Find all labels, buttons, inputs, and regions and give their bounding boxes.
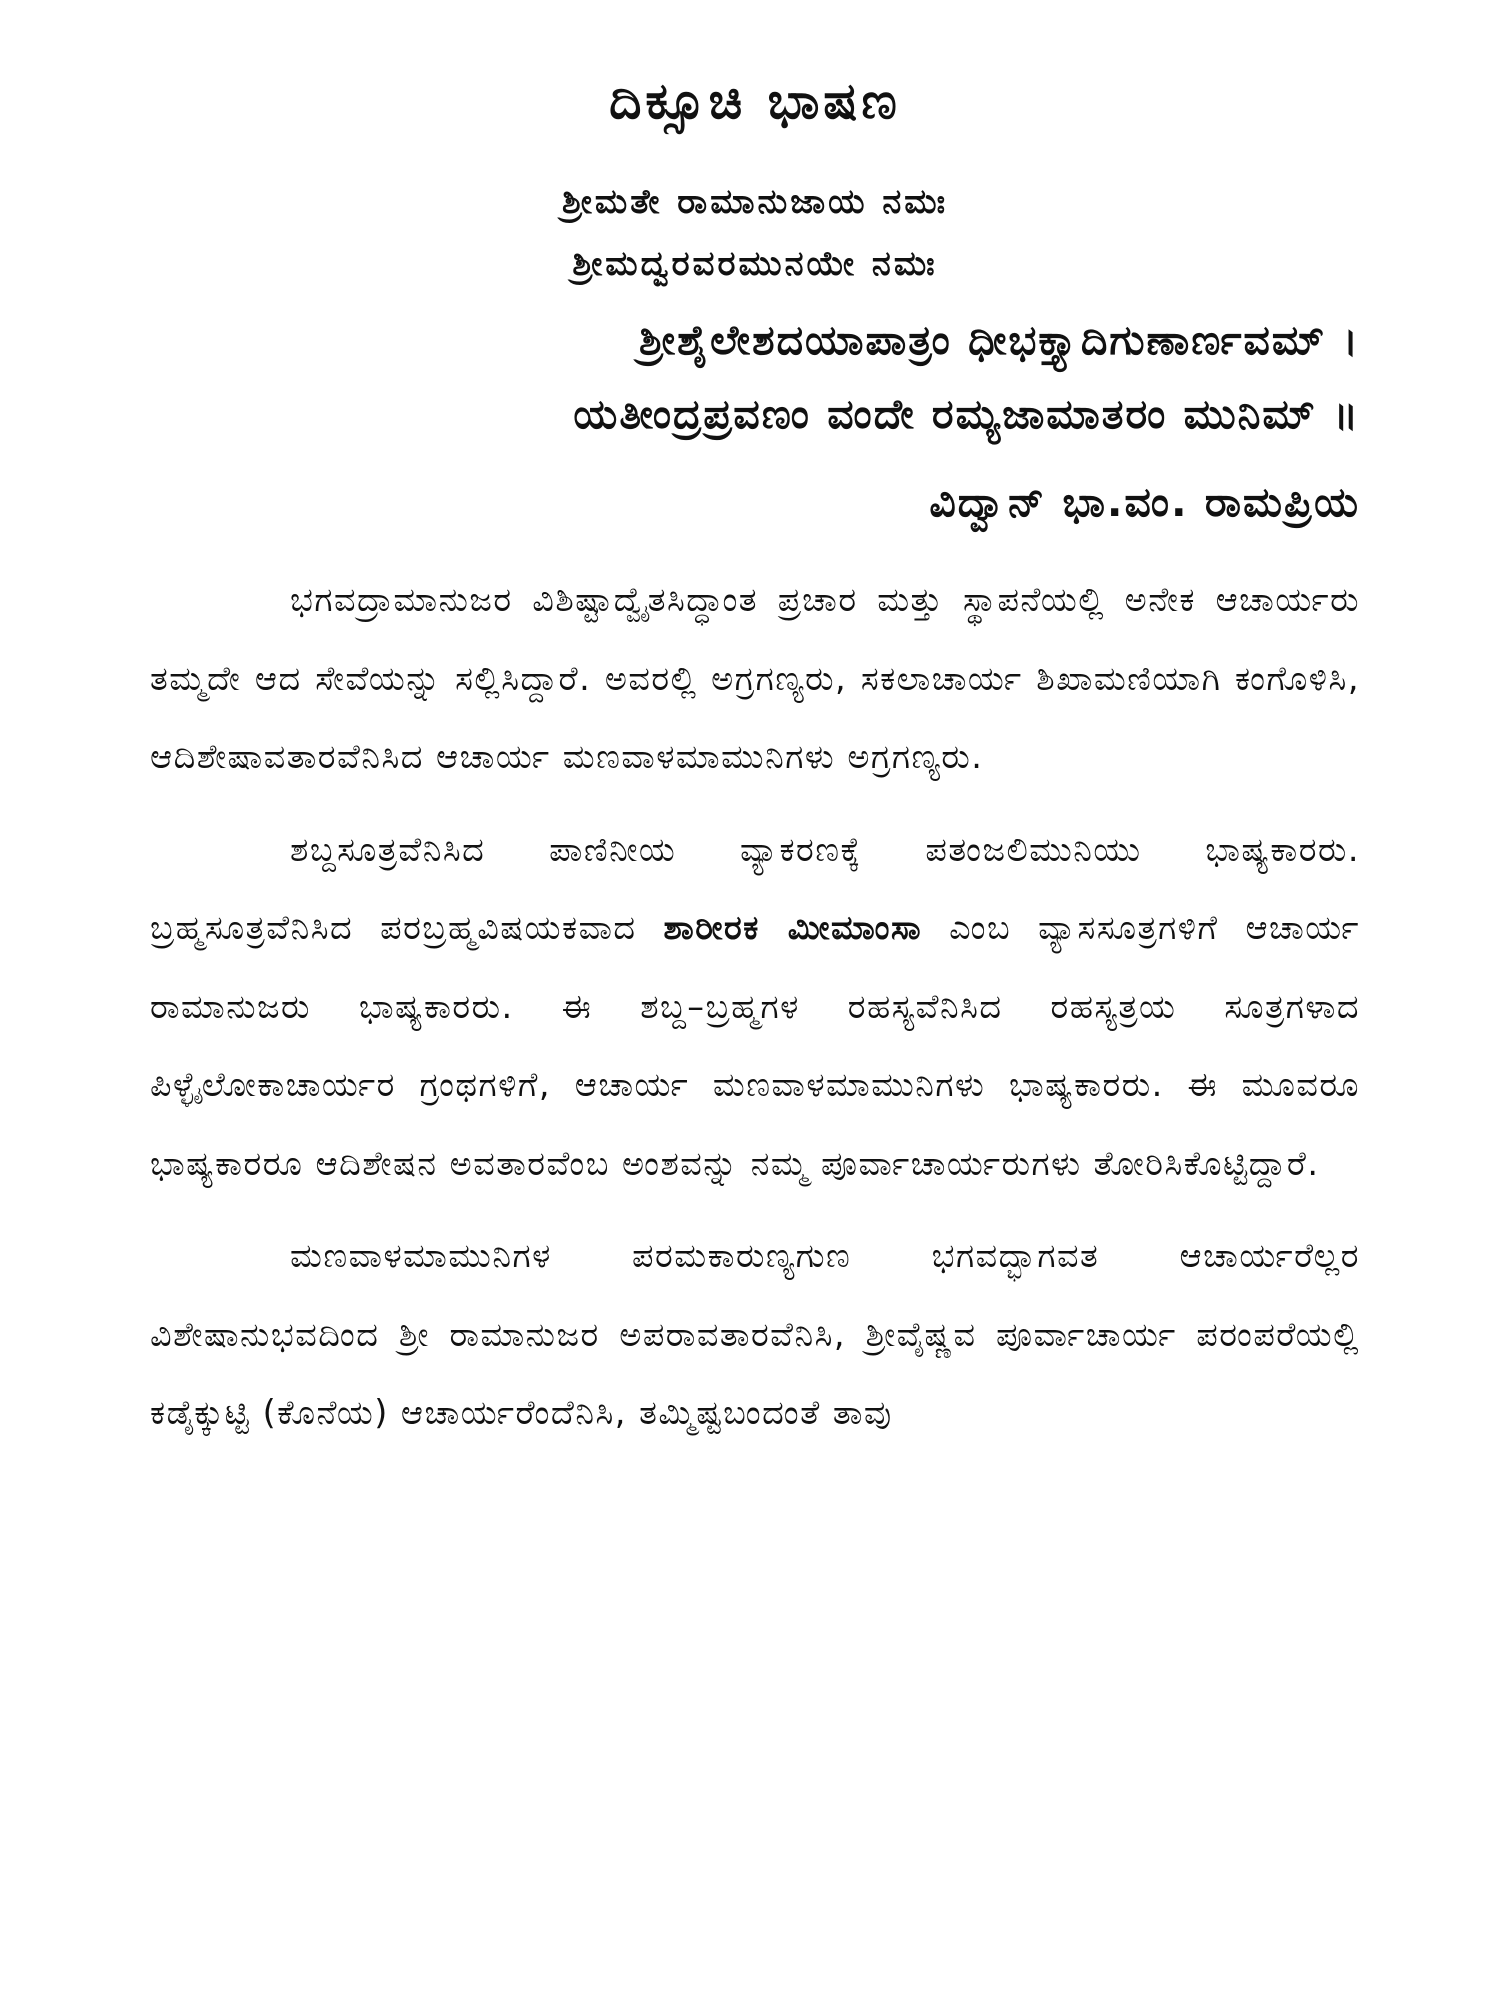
paragraph-2-text-start: ಶಬ್ದಸೂತ್ರವೆನಿಸಿದ ಪಾಣಿನೀಯ ವ್ಯಾಕರಣಕ್ಕೆ ಪತಂಜಲಿಮುನಿಯು ಭಾಷ್ಯಕಾರರು. ಬ್ರಹ್ಮಸೂತ್ರವೆನಿಸಿದ ಪರಬ್ರಹ್ಮವಿಷಯಕವಾದ (150, 829, 1360, 947)
paragraph-2-bold-term: ಶಾರೀರಕ ಮೀಮಾಂಸಾ (663, 908, 923, 947)
verse-line-2: ಯತೀಂದ್ರಪ್ರವಣಂ ವಂದೇ ರಮ್ಯಜಾಮಾತರಂ ಮುನಿಮ್ ॥ (573, 390, 1360, 438)
paragraph-3: ಮಣವಾಳಮಾಮುನಿಗಳ ಪರಮಕಾರುಣ್ಯಗುಣ ಭಗವದ್ಭಾಗವತ ಆಚಾರ್ಯರೆಲ್ಲರ ವಿಶೇಷಾನುಭವದಿಂದ ಶ್ರೀ ರಾಮಾನುಜರ ಅಪರಾವತಾರವೆನಿಸಿ, ಶ್ರೀವೈಷ್ಣವ ಪೂರ್ವಾಚಾರ್ಯ ಪರಂಪರೆಯಲ್ಲಿ ಕಡೈಕ್ಕುಟ್ಟಿ (ಕೊನೆಯ) ಆಚಾರ್ಯರೆಂದೆನಿಸಿ, ತಮ್ಮಿಷ್ಟಬಂದಂತೆ ತಾವು (150, 1236, 1360, 1432)
invocation-line-1: ಶ್ರೀಮತೇ ರಾಮಾನುಜಾಯ ನಮಃ (561, 182, 949, 222)
page-title: ದಿಕ್ಸೂಚಿ ಭಾಷಣ (609, 72, 901, 130)
paragraph-2-text-end: ಎಂಬ ವ್ಯಾಸಸೂತ್ರಗಳಿಗೆ ಆಚಾರ್ಯ ರಾಮಾನುಜರು ಭಾಷ್ಯಕಾರರು. ಈ ಶಬ್ದ–ಬ್ರಹ್ಮಗಳ ರಹಸ್ಯವೆನಿಸಿದ ರಹಸ್ಯತ್ರಯ ಸೂತ್ರಗಳಾದ ಪಿಳ್ಳೈಲೋಕಾಚಾರ್ಯರ ಗ್ರಂಥಗಳಿಗೆ, ಆಚಾರ್ಯ ಮಣವಾಳಮಾಮುನಿಗಳು ಭಾಷ್ಯಕಾರರು. ಈ ಮೂವರೂ ಭಾಷ್ಯಕಾರರೂ ಆದಿಶೇಷನ ಅವತಾರವೆಂಬ ಅಂಶವನ್ನು ನಮ್ಮ ಪೂರ್ವಾಚಾರ್ಯರುಗಳು ತೋರಿಸಿಕೊಟ್ಟಿದ್ದಾರೆ. (150, 908, 1360, 1183)
author-line: ವಿದ್ವಾನ್ ಭಾ.ವಂ. ರಾಮಪ್ರಿಯ (929, 478, 1360, 526)
paragraph-1: ಭಗವದ್ರಾಮಾನುಜರ ವಿಶಿಷ್ಟಾದ್ವೈತಸಿದ್ಧಾಂತ ಪ್ರಚಾರ ಮತ್ತು ಸ್ಥಾಪನೆಯಲ್ಲಿ ಅನೇಕ ಆಚಾರ್ಯರು ತಮ್ಮದೇ ಆದ ಸೇವೆಯನ್ನು ಸಲ್ಲಿಸಿದ್ದಾರೆ. ಅವರಲ್ಲಿ ಅಗ್ರಗಣ್ಯರು, ಸಕಲಾಚಾರ್ಯ ಶಿಖಾಮಣಿಯಾಗಿ ಕಂಗೊಳಿಸಿ, ಆದಿಶೇಷಾವತಾರವೆನಿಸಿದ ಆಚಾರ್ಯ ಮಣವಾಳಮಾಮುನಿಗಳು ಅಗ್ರಗಣ್ಯರು. (150, 580, 1360, 776)
verse-line-1: ಶ್ರೀಶೈಲೇಶದಯಾಪಾತ್ರಂ ಧೀಭಕ್ತ್ಯಾದಿಗುಣಾರ್ಣವಮ್ । (639, 316, 1360, 364)
paragraph-2 (150, 811, 1360, 1204)
invocation-line-2: ಶ್ರೀಮದ್ವರವರಮುನಯೇ ನಮಃ (572, 244, 938, 284)
document-page (150, 60, 1360, 1960)
